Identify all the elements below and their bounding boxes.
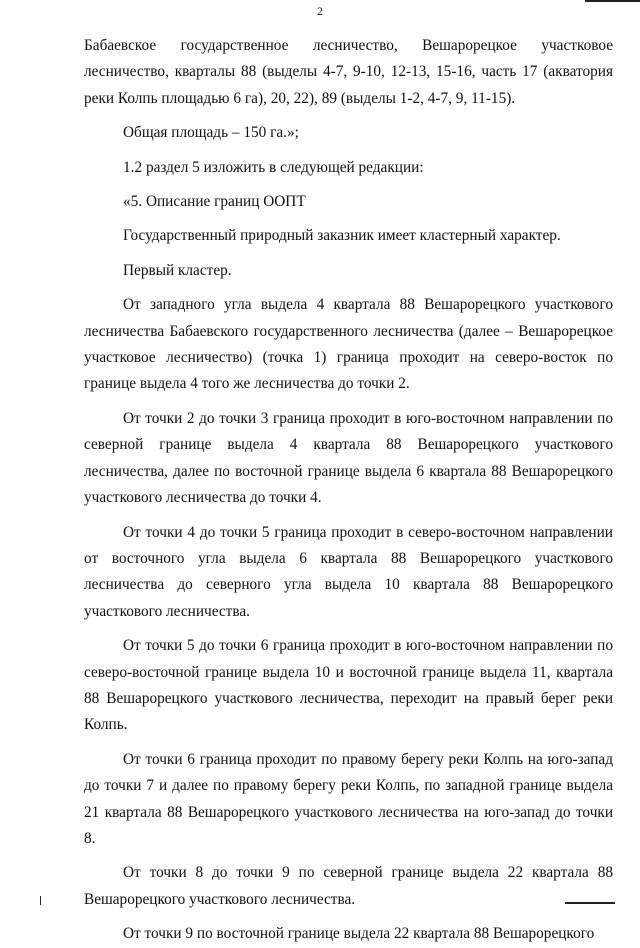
paragraph-point-9: От точки 9 по восточной границе выдела 22 квартала 88 Вешарорецкого	[123, 925, 595, 943]
paragraph-total-area: Общая площадь – 150 га.»;	[123, 124, 299, 142]
paragraph-point-8: От точки 8 до точки 9 по северной границе выдела 22 квартала 88 Вешарорецкого участкового лесничества.	[84, 864, 613, 908]
paragraph-point-6: От точки 6 граница проходит по правому берегу реки Колпь на юго-запад до точки 7 и далее по правому берегу реки Колпь, по западной границе выдела 21 квартала 88 Вешарорецкого участкового лесничества на юго-запад до точки 8.	[84, 750, 613, 847]
paragraph-forestry-area: Бабаевское государственное лесничество, Вешарорецкое участковое лесничество, кварталы 88 (выделы 4-7, 9-10, 12-13, 15-16, часть 17 (акватория реки Колпь площадью 6 га), 20, 22), 89 (выделы 1-2, 4-7, 9, 11-15).	[84, 37, 613, 107]
section-heading: «5. Описание границ ООПТ	[123, 193, 306, 211]
paragraph-point-4: От точки 4 до точки 5 граница проходит в северо-восточном направлении от восточного угла выдела 6 квартала 88 Вешарорецкого участкового лесничества до северного угла выдела 10 квартала 88 Вешарорецкого участкового лесничества.	[84, 523, 613, 620]
paragraph-point-2: От точки 2 до точки 3 граница проходит в юго-восточном направлении по северной границе выдела 4 квартала 88 Вешарорецкого участкового лесничества, далее по восточной границе выдела 6 квартала 88 Вешарорецкого участкового лесничества до точки 4.	[84, 409, 613, 507]
scan-mark-bottom-left	[40, 896, 41, 905]
paragraph-section-change: 1.2 раздел 5 изложить в следующей редакции:	[123, 158, 424, 176]
paragraph-first-cluster: Первый кластер.	[123, 261, 232, 279]
document-body	[84, 33, 613, 948]
paragraph-cluster-character: Государственный природный заказник имеет кластерный характер.	[123, 227, 561, 245]
paragraph-point-5: От точки 5 до точки 6 граница проходит в юго-восточном направлении по северо-восточной границе выдела 10 и восточной границе выдела 11, квартала 88 Вешарорецкого участкового лесничества, переходит на правый берег реки Колпь.	[84, 637, 613, 734]
paragraph-point-1: От западного угла выдела 4 квартала 88 Вешарорецкого участкового лесничества Бабаевского государственного лесничества (далее – Вешарорецкое участковое лесничество) (точка 1) граница проходит на северо-восток по границе выдела 4 того же лесничества до точки 2.	[84, 296, 613, 393]
page-number: 2	[317, 4, 323, 18]
scan-mark-top-right	[585, 0, 640, 2]
